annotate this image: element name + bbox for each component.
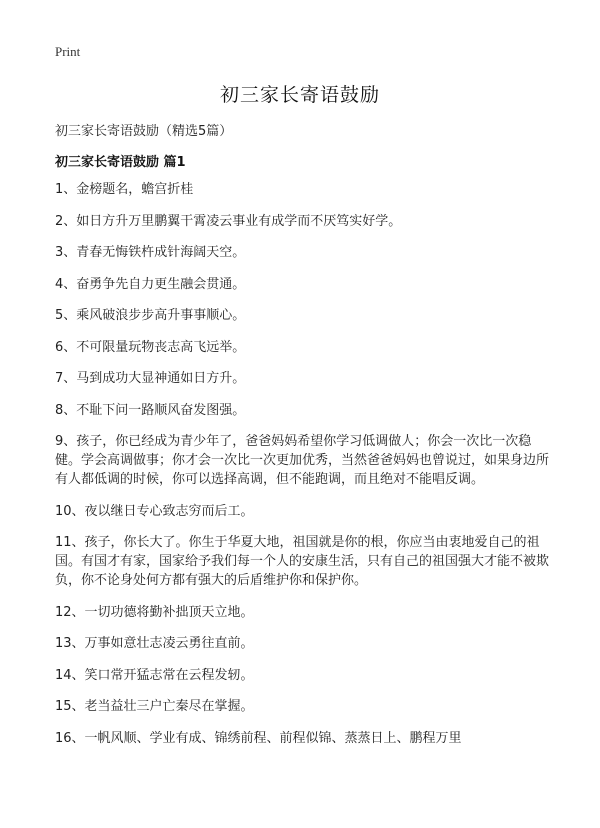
print-label: Print: [55, 44, 81, 59]
list-item: 9、孩子，你已经成为青少年了，爸爸妈妈希望你学习低调做人；你会一次比一次稳健。学会高调做事；你才会一次比一次更加优秀，当然爸爸妈妈也曾说过，如果身边所有人都低调的时候，你可以选择高调，但不能跑调，而且绝对不能唱反调。: [55, 434, 550, 487]
list-item: 6、不可限量玩物丧志高飞远举。: [55, 339, 246, 355]
list-item: 2、如日方升万里鹏翼干霄凌云事业有成学而不厌笃实好学。: [55, 213, 402, 229]
list-item: 16、一帆风顺、学业有成、锦绣前程、前程似锦、蒸蒸日上、鹏程万里: [55, 730, 462, 746]
list-item: 14、笑口常开猛志常在云程发轫。: [55, 667, 254, 683]
list-item: 7、马到成功大显神通如日方升。: [55, 371, 246, 386]
list-item: 11、孩子，你长大了。你生于华夏大地，祖国就是你的根，你应当由衷地爱自己的祖国。有国才有家，国家给予我们每一个人的安康生活，只有自己的祖国强大才能不被欺负，你不论身处何方都有强大的后盾维护你和保护你。: [55, 535, 550, 588]
list-item: 5、乘风破浪步步高升事事顺心。: [55, 308, 246, 323]
list-item: 4、奋勇争先自力更生融会贯通。: [55, 276, 246, 292]
item-list: [55, 180, 555, 760]
list-item: 15、老当益壮三户亡秦尽在掌握。: [55, 699, 254, 714]
list-item: 8、不耻下问一路顺风奋发图强。: [55, 402, 246, 418]
list-item: 12、一切功德将勤补拙顶天立地。: [55, 604, 254, 620]
list-item: 3、青春无悔铁杵成针海阔天空。: [55, 245, 246, 260]
list-item: 1、金榜题名，蟾宫折桂: [55, 182, 194, 197]
document-subtitle: 初三家长寄语鼓励（精选5篇）: [55, 124, 233, 139]
document-title: 初三家长寄语鼓励: [219, 84, 380, 106]
list-item: 13、万事如意壮志凌云勇往直前。: [55, 636, 254, 651]
section-heading: 初三家长寄语鼓励 篇1: [55, 155, 186, 170]
list-item: 10、夜以继日专心致志穷而后工。: [55, 503, 254, 519]
